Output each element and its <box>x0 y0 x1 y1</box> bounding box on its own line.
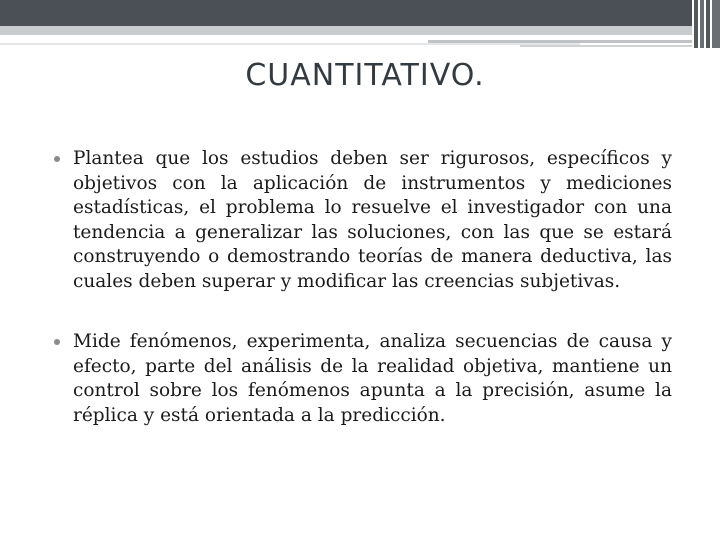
slide-title <box>0 56 720 96</box>
bullet-item <box>54 330 672 428</box>
corner-stripe <box>706 0 710 48</box>
header-rule <box>0 43 580 45</box>
bullet-icon <box>54 156 60 162</box>
bullet-text: Mide fenómenos, experimenta, analiza secuencias de causa y efecto, parte del análisis de la realidad objetiva, mantiene un control sobre los fenómenos apunta a la precisión, asume la réplica y está orientada a la predicción. <box>73 331 672 426</box>
bullet-list <box>54 147 672 428</box>
corner-stripe <box>712 0 720 48</box>
header-dark-bar <box>0 0 692 26</box>
slide-title-text: CUANTITATIVO. <box>245 58 485 93</box>
header-gray-band <box>0 26 692 35</box>
corner-stripe <box>694 0 698 48</box>
bullet-item <box>54 147 672 294</box>
header-accent-line <box>428 40 692 43</box>
bullet-text: Plantea que los estudios deben ser rigurosos, específicos y objetivos con la aplicación de instrumentos y mediciones estadísticas, el problema lo resuelve el investigador con una tendencia a generalizar las soluciones, con las que se estará construyendo o demostrando teorías de manera deductiva, las cuales deben superar y modificar las creencias subjetivas. <box>73 148 672 292</box>
header-accent-line-thin <box>520 45 692 47</box>
corner-stripe <box>700 0 704 48</box>
bullet-icon <box>54 339 60 345</box>
